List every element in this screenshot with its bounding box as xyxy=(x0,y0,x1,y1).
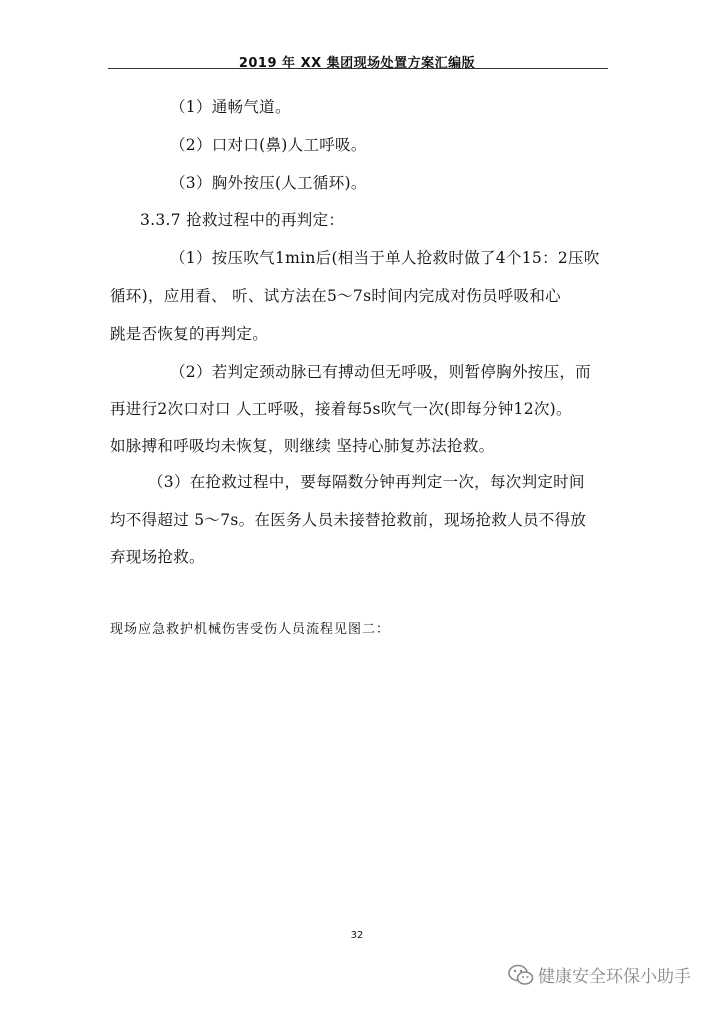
body-line: （3）胸外按压(人工循环)。 xyxy=(170,174,367,192)
body-line: 弃现场抢救。 xyxy=(110,548,205,566)
body-line: （2）若判定颈动脉已有搏动但无呼吸，则暂停胸外按压，而 xyxy=(170,363,591,381)
body-line: （2）口对口(鼻)人工呼吸。 xyxy=(170,136,367,154)
section-heading: 3.3.7 抢救过程中的再判定： xyxy=(140,211,345,229)
wechat-icon xyxy=(508,964,534,986)
body-line: （1）通畅气道。 xyxy=(170,98,291,116)
body-line: 再进行2次口对口 人工呼吸，接着每5s吹气一次(即每分钟12次)。 xyxy=(110,400,572,418)
body-line: 如脉搏和呼吸均未恢复，则继续 坚持心肺复苏法抢救。 xyxy=(110,437,495,455)
watermark-text: 健康安全环保小助手 xyxy=(538,967,691,987)
watermark xyxy=(508,962,691,987)
body-line: 跳是否恢复的再判定。 xyxy=(110,325,269,343)
body-line: 循环)，应用看、 听、试方法在5～7s时间内完成对伤员呼吸和心 xyxy=(110,287,561,305)
page-number: 32 xyxy=(350,930,364,941)
header-divider xyxy=(108,68,608,69)
body-line: 均不得超过 5～7s。在医务人员未接替抢救前，现场抢救人员不得放 xyxy=(110,511,587,529)
body-line: （3）在抢救过程中，要每隔数分钟再判定一次，每次判定时间 xyxy=(148,473,585,491)
figure-caption: 现场应急救护机械伤害受伤人员流程见图二： xyxy=(110,622,391,637)
page-header-title: 2019 年 XX 集团现场处置方案汇编版 xyxy=(238,56,476,71)
body-line: （1）按压吹气1min后(相当于单人抢救时做了4个15：2压吹 xyxy=(170,249,600,267)
